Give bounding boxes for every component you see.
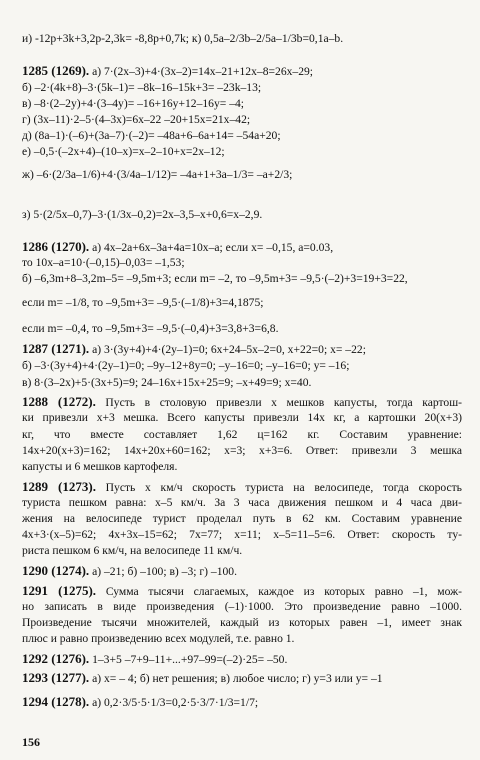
text-line bbox=[22, 512, 462, 526]
line-text: ки привезли x+3 мешка. Всего капусты привезли 14x кг, а картошки 20(x+3) bbox=[22, 411, 462, 424]
problem-number: 1288 (1272). bbox=[22, 394, 96, 409]
line-text: а) 0,2·3/5·5·1/3=0,2·5·3/7·1/3=1/7; bbox=[89, 696, 259, 709]
text-line bbox=[22, 444, 462, 458]
line-text: а) x= – 4; б) нет решения; в) любое число; г) y=3 или y= –1 bbox=[89, 672, 383, 685]
text-line bbox=[22, 652, 462, 667]
text-line bbox=[22, 256, 462, 270]
text-line bbox=[22, 496, 462, 510]
line-text: если m= –0,4, то –9,5m+3= –9,5·(–0,4)+3=3,8+3=6,8. bbox=[22, 322, 279, 335]
line-text: то 10x–a=10·(–0,15)–0,03= –1,53; bbox=[22, 256, 185, 269]
problem-number: 1294 (1278). bbox=[22, 694, 90, 709]
text-line bbox=[22, 145, 462, 159]
line-text: з) 5·(2/5x–0,7)–3·(1/3x–0,2)=2x–3,5–x+0,6=x–2,9. bbox=[22, 208, 263, 221]
text-line bbox=[22, 322, 462, 336]
page-number: 156 bbox=[22, 735, 40, 749]
line-text: если m= –1/8, то –9,5m+3= –9,5·(–1/8)+3=4,1875; bbox=[22, 296, 264, 309]
text-line bbox=[22, 168, 462, 182]
problem-number: 1290 (1274). bbox=[22, 563, 90, 578]
line-text: а) 4x–2a+6x–3a+4a=10x–a; если x= –0,15, a=0.03, bbox=[89, 241, 334, 254]
problem-number: 1292 (1276). bbox=[22, 651, 90, 666]
line-text: г) (3x–11)·2–5·(4–3x)=6x–22 –20+15x=21x–42; bbox=[22, 113, 251, 126]
line-text: туриста пешком равна: x–5 км/ч. За 3 часа движения пешком и 4 часа дви- bbox=[22, 496, 462, 509]
line-text: 4x+3·(x–5)=62; 4x+3x–15=62; 7x=77; x=11; x–5=11–5=6. Ответ: скорость ту- bbox=[22, 528, 462, 541]
text-line bbox=[22, 240, 462, 255]
line-text: ж) –6·(2/3a–1/6)+4·(3/4a–1/12)= –4a+1+3a–1/3= –a+2/3; bbox=[22, 168, 293, 181]
text-line bbox=[22, 97, 462, 111]
text-line bbox=[22, 544, 462, 558]
line-text: в) –8·(2–2y)+4·(3–4y)= –16+16y+12–16y= –4; bbox=[22, 97, 245, 110]
line-text: и) -12p+3k+3,2p-2,3k= -8,8p+0,7k; к) 0,5a–2/3b–2/5a–1/3b=0,1a–b. bbox=[22, 32, 344, 45]
text-line bbox=[22, 695, 462, 710]
problem-number: 1293 (1277). bbox=[22, 670, 90, 685]
problem-number: 1291 (1275). bbox=[22, 583, 97, 598]
text-line bbox=[22, 395, 462, 410]
problem-number: 1287 (1271). bbox=[22, 341, 90, 356]
text-line bbox=[22, 129, 462, 143]
line-text: 1–3+5 –7+9–11+...+97–99=(–2)·25= –50. bbox=[89, 653, 288, 666]
text-line bbox=[22, 113, 462, 127]
text-line bbox=[22, 208, 462, 222]
line-text: Пусть x км/ч скорость туриста на велосипеде, тогда скорость bbox=[95, 481, 462, 494]
text-line bbox=[22, 272, 462, 286]
line-text: д) (8a–1)·(–6)+(3a–7)·(–2)= –48a+6–6a+14= –54a+20; bbox=[22, 129, 281, 142]
text-line bbox=[22, 342, 462, 357]
line-text: риста пешком 6 км/ч, на велосипеде 11 км/ч. bbox=[22, 544, 243, 557]
text-line bbox=[22, 296, 462, 310]
text-line bbox=[22, 428, 462, 442]
line-text: Произведение тысячи множителей, каждый из которых равен –1, имеет знак bbox=[22, 616, 462, 629]
problem-number: 1289 (1273). bbox=[22, 479, 96, 494]
line-text: плюс и равно произведению всех модулей, т.е. равно 1. bbox=[22, 632, 295, 645]
line-text: а) 3·(3y+4)+4·(2y–1)=0; 6x+24–5x–2=0, x+22=0; x= –22; bbox=[89, 343, 366, 356]
text-line bbox=[22, 616, 462, 630]
line-text: капусты и 6 мешков картофеля. bbox=[22, 460, 178, 473]
text-line bbox=[22, 528, 462, 542]
line-text: но записать в виде произведения (–1)·1000. Это произведение равно –1000. bbox=[22, 600, 462, 613]
text-line bbox=[22, 376, 462, 390]
line-text: Пусть в столовую привезли x мешков капусты, тогда картош- bbox=[95, 396, 462, 409]
text-line bbox=[22, 460, 462, 474]
text-line bbox=[22, 564, 462, 579]
problem-number: 1286 (1270). bbox=[22, 239, 90, 254]
text-line bbox=[22, 600, 462, 614]
text-line bbox=[22, 632, 462, 646]
text-line bbox=[22, 671, 462, 686]
line-text: кг, что вместе составляет 1,62 ц=162 кг. Составим уравнение: bbox=[22, 428, 462, 441]
text-line bbox=[22, 64, 462, 79]
text-line bbox=[22, 359, 462, 373]
line-text: 14x+20(x+3)=162; 14x+20x+60=162; x=3; x+3=6. Ответ: привезли 3 мешка bbox=[22, 444, 462, 457]
text-line bbox=[22, 411, 462, 425]
line-text: а) 7·(2x–3)+4·(3x–2)=14x–21+12x–8=26x–29; bbox=[89, 65, 314, 78]
text-line bbox=[22, 32, 462, 46]
line-text: в) 8·(3–2x)+5·(3x+5)=9; 24–16x+15x+25=9; –x+49=9; x=40. bbox=[22, 376, 312, 389]
text-line bbox=[22, 81, 462, 95]
line-text: жения на велосипеде турист проделал путь в 62 км. Составим уравнение bbox=[22, 512, 462, 525]
line-text: а) –21; б) –100; в) –3; г) –100. bbox=[89, 565, 237, 578]
line-text: б) –6,3m+8–3,2m–5= –9,5m+3; если m= –2, то –9,5m+3= –9,5·(–2)+3=19+3=22, bbox=[22, 272, 408, 285]
line-text: б) –3·(3y+4)+4·(2y–1)=0; –9y–12+8y=0; –y–16=0; –y–16=0; y= –16; bbox=[22, 359, 350, 372]
line-text: е) –0,5·(–2x+4)–(10–x)=x–2–10+x=2x–12; bbox=[22, 145, 225, 158]
line-text: б) –2·(4k+8)–3·(5k–1)= –8k–16–15k+3= –23k–13; bbox=[22, 81, 262, 94]
text-line bbox=[22, 480, 462, 495]
line-text: Сумма тысячи слагаемых, каждое из которых равно –1, мож- bbox=[96, 585, 462, 598]
problem-number: 1285 (1269). bbox=[22, 63, 90, 78]
text-line bbox=[22, 584, 462, 599]
